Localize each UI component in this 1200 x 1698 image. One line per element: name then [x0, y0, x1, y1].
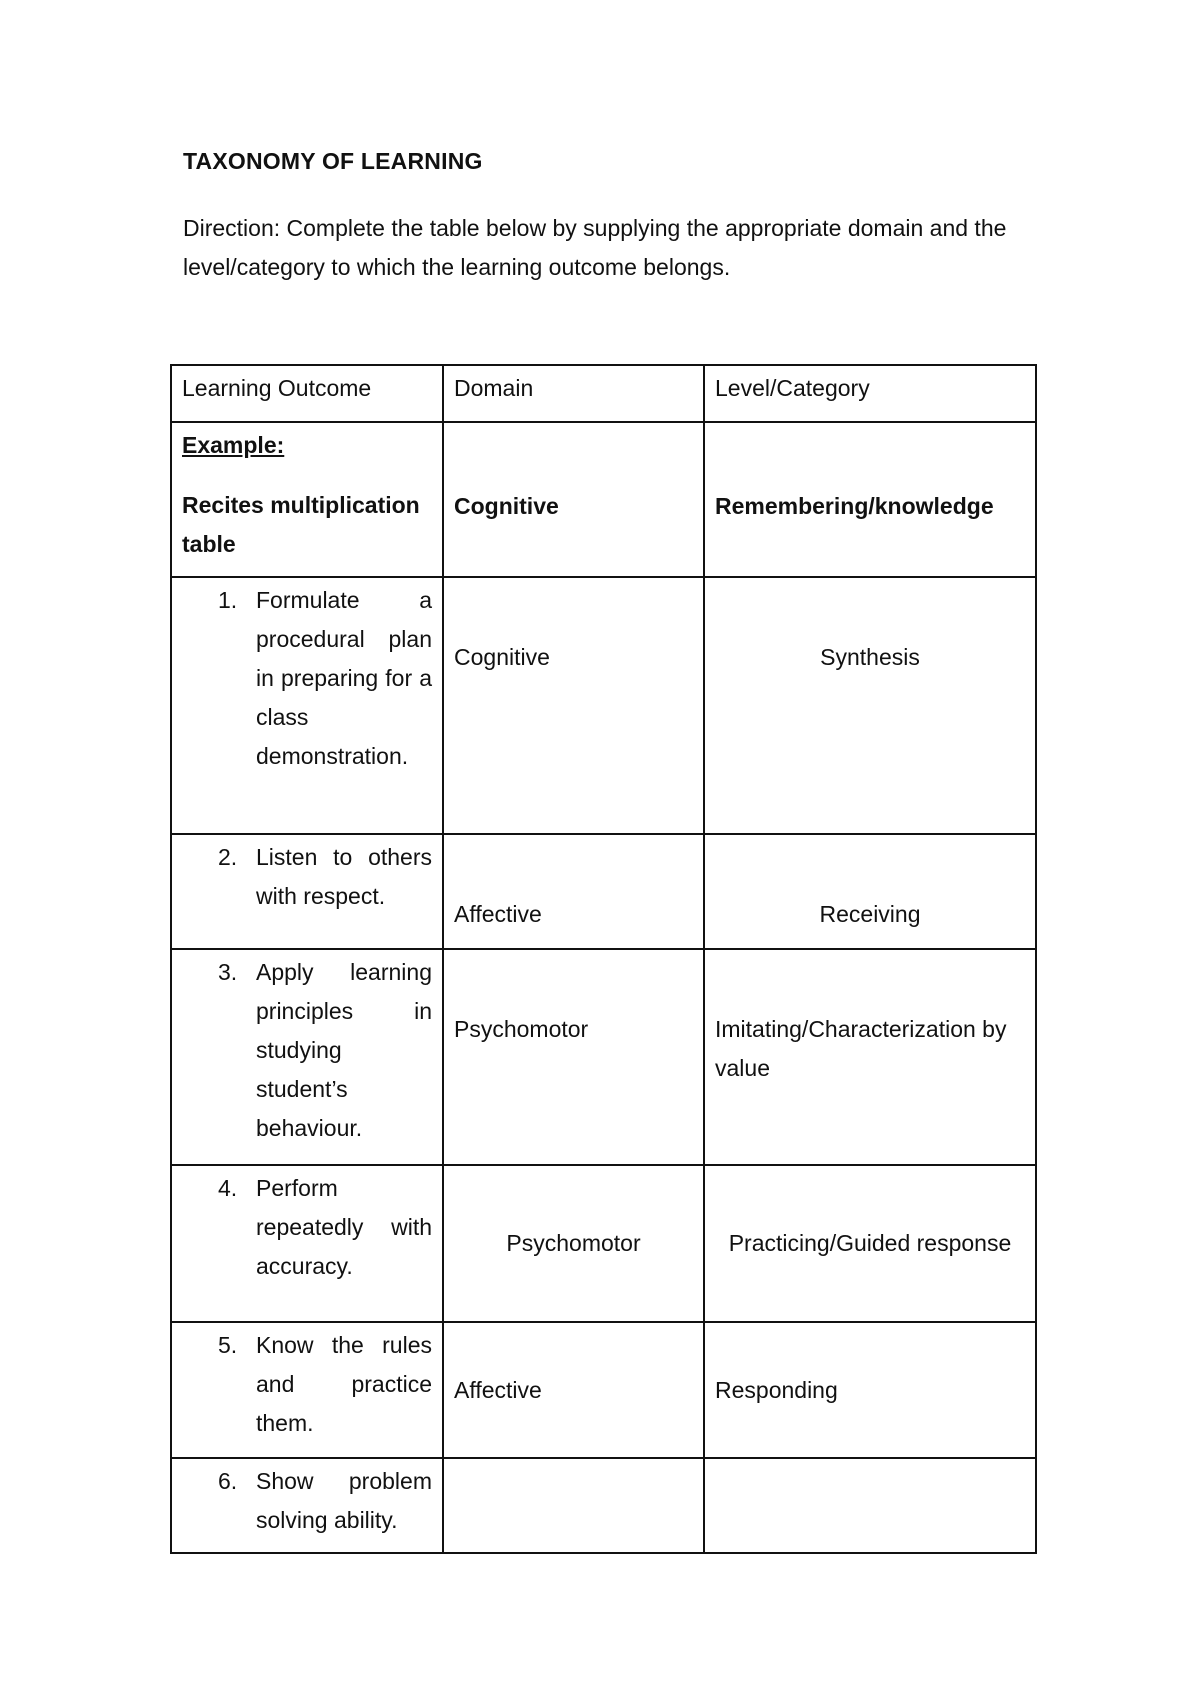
- row-number: 1.: [218, 587, 238, 613]
- domain-text: Affective: [454, 901, 542, 927]
- row-number: 4.: [218, 1175, 238, 1201]
- level-text: Responding: [715, 1376, 838, 1403]
- domain-cell: [443, 577, 704, 834]
- header-level-category: Level/Category: [704, 365, 1036, 422]
- example-level-cell: [704, 422, 1036, 577]
- level-text: Receiving: [819, 901, 921, 927]
- domain-text: Psychomotor: [506, 1230, 641, 1256]
- table-header-row: [171, 365, 1036, 422]
- domain-cell: [443, 1165, 704, 1322]
- level-text: Practicing/Guided response: [728, 1230, 1012, 1256]
- row-number: 6.: [218, 1468, 238, 1494]
- row-number: 3.: [218, 959, 238, 985]
- level-cell[interactable]: [704, 1458, 1036, 1553]
- example-outcome: Recites multiplication table: [182, 492, 420, 557]
- domain-text: Affective: [454, 1376, 542, 1403]
- outcome-text: Know the rules and practice them.: [256, 1332, 432, 1436]
- table-row: [171, 949, 1036, 1165]
- outcome-text: Perform repeatedly with accuracy.: [256, 1175, 432, 1279]
- page-title: TAXONOMY OF LEARNING: [183, 148, 483, 174]
- outcome-text: Listen to others with respect.: [256, 844, 432, 909]
- level-text: Synthesis: [820, 644, 920, 670]
- example-label: Example:: [182, 432, 285, 458]
- level-cell: [704, 1322, 1036, 1458]
- table-row: [171, 834, 1036, 949]
- outcome-cell: [171, 577, 443, 834]
- example-domain-cell: [443, 422, 704, 577]
- example-outcome-cell: [171, 422, 443, 577]
- header-learning-outcome: Learning Outcome: [171, 365, 443, 422]
- table-row: [171, 1165, 1036, 1322]
- outcome-text: Formulate a procedural plan in preparing for a class demonstration.: [256, 587, 432, 769]
- header-domain: Domain: [443, 365, 704, 422]
- level-cell: [704, 949, 1036, 1165]
- level-text: Imitating/Characterization by value: [715, 1016, 1007, 1081]
- table-row: [171, 1322, 1036, 1458]
- domain-cell: [443, 949, 704, 1165]
- domain-cell[interactable]: [443, 1458, 704, 1553]
- outcome-cell: [171, 834, 443, 949]
- outcome-cell: [171, 1165, 443, 1322]
- outcome-text: Show problem solving ability.: [256, 1468, 432, 1533]
- example-domain: Cognitive: [454, 493, 559, 519]
- row-number: 5.: [218, 1332, 238, 1358]
- outcome-cell: [171, 949, 443, 1165]
- direction-text: Direction: Complete the table below by supplying the appropriate domain and the level/category to which the learning outcome belongs.: [183, 215, 1007, 280]
- example-level: Remembering/knowledge: [715, 493, 994, 519]
- level-cell: [704, 577, 1036, 834]
- domain-cell: [443, 834, 704, 949]
- domain-text: Psychomotor: [454, 1016, 589, 1042]
- row-number: 2.: [218, 844, 238, 870]
- example-row: [171, 422, 1036, 577]
- outcome-cell: [171, 1458, 443, 1553]
- level-cell: [704, 834, 1036, 949]
- table-row: [171, 577, 1036, 834]
- level-cell: [704, 1165, 1036, 1322]
- taxonomy-table: [170, 364, 1037, 1554]
- outcome-text: Apply learning principles in studying student’s behaviour.: [256, 959, 432, 1141]
- outcome-cell: [171, 1322, 443, 1458]
- domain-cell: [443, 1322, 704, 1458]
- domain-text: Cognitive: [454, 644, 550, 670]
- table-row: [171, 1458, 1036, 1553]
